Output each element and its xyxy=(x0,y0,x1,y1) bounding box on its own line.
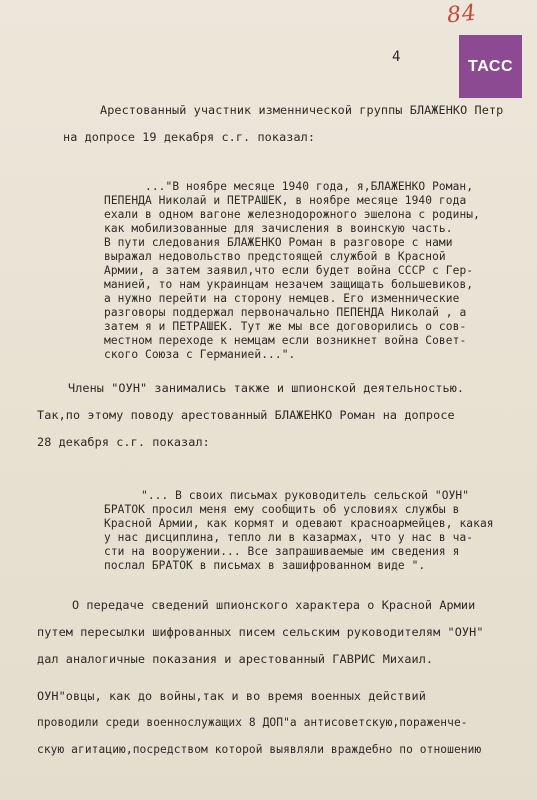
quote-line: местном переходе к немцам если возникнет война Совет- xyxy=(104,334,467,347)
handwritten-page-number: 84 xyxy=(445,0,479,29)
quote-line: манией, то нам украинцам незачем защищать большевиков, xyxy=(104,278,474,291)
text-line: дал аналогичные показания и арестованный ГАВРИС Михаил. xyxy=(37,652,434,666)
quote-line: выражал недовольство предстоящей службой в Красной xyxy=(104,250,446,263)
page-number: 4 xyxy=(392,49,401,65)
quote-line: ехали в одном вагоне железнодорожного эшелона с родины, xyxy=(104,208,480,221)
text-line: Арестованный участник изменнической группы БЛАЖЕНКО Петр xyxy=(100,103,504,117)
quote-line: разговоры поддержал первоначально ПЕПЕНДА Николай , а xyxy=(104,306,467,319)
text-line: ОУН"овцы, как до войны,так и во время военных действий xyxy=(37,689,426,703)
tass-logo xyxy=(459,35,522,98)
text-line: 28 декабря с.г. показал: xyxy=(37,435,210,449)
quote-line: Армии, а затем заявил,что если будет война СССР с Гер- xyxy=(104,264,474,277)
text-line: скую агитацию,посредством которой выявляли враждебно по отношению xyxy=(37,743,482,756)
quote-line: ского Союза с Германией...". xyxy=(104,348,296,361)
quote-line: "... В своих письмах руководитель сельской "ОУН" xyxy=(141,489,470,502)
text-line: проводили среди военнослужащих 8 ДОП"а антисоветскую,пораженче- xyxy=(37,716,468,729)
text-line: на допросе 19 декабря с.г. показал: xyxy=(63,130,316,144)
quote-line: В пути следования БЛАЖЕНКО Роман в разговоре с нами xyxy=(104,236,453,249)
quote-line: ..."В ноябре месяце 1940 года, я,БЛАЖЕНКО Роман, xyxy=(145,180,474,193)
quote-line: как мобилизованные для зачисления в воинскую часть. xyxy=(104,222,453,235)
quote-line: у нас дисциплина, тепло ли в казармах, что у нас в ча- xyxy=(104,531,474,544)
quote-line: сти на вооружении... Все запрашиваемые им сведения я xyxy=(104,545,460,558)
quote-line: Красной Армии, как кормят и одевают красноармейцев, какая xyxy=(104,517,494,530)
quote-line: ПЕПЕНДА Николай и ПЕТРАШЕК, в ноябре месяце 1940 года xyxy=(104,194,467,207)
tass-logo-text: ТАСС xyxy=(467,57,514,75)
text-line: О передаче сведений шпионского характера о Красной Армии xyxy=(72,598,476,612)
text-line: Члены "ОУН" занимались также и шпионской деятельностью. xyxy=(68,381,465,395)
quote-line: послал БРАТОК в письмах в зашифрованном виде ". xyxy=(104,559,426,572)
quote-line: БРАТОК просил меня ему сообщить об условиях службы в xyxy=(104,503,460,516)
text-line: Так,по этому поводу арестованный БЛАЖЕНКО Роман на допросе xyxy=(37,408,455,422)
quote-line: затем я и ПЕТРАШЕК. Тут же мы все договорились о сов- xyxy=(104,320,467,333)
quote-line: а нужно перейти на сторону немцев. Его изменнические xyxy=(104,292,460,305)
text-line: путем пересылки шифрованных писем сельским руководителям "ОУН" xyxy=(37,625,484,639)
